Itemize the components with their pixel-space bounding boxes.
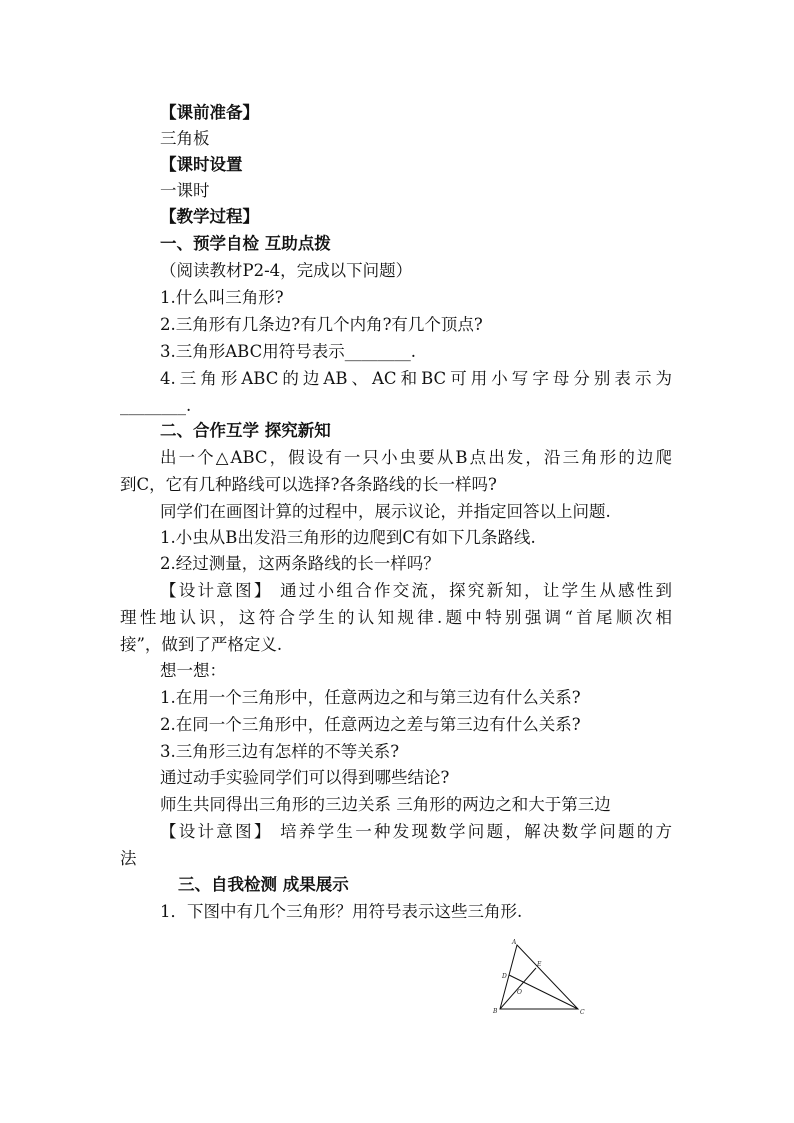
think-question-4: 通过动手实验同学们可以得到哪些结论? (160, 768, 450, 787)
triangle-inequality-conclusion: 师生共同得出三角形的三边关系 三角形的两边之和大于第三边 (160, 795, 611, 814)
design-intent-1-line-3: 接”，做到了严格定义. (120, 635, 283, 654)
period-heading: 【课时设置 (160, 155, 243, 174)
prep-content: 三角板 (160, 129, 210, 148)
vertex-label-b: B (493, 1008, 498, 1015)
design-intent-2-line-1: 【设计意图】 培养学生一种发现数学问题，解决数学问题的方 (160, 822, 672, 841)
question-1: 1.什么叫三角形? (160, 288, 284, 307)
vertex-label-e: E (537, 961, 542, 968)
design-intent-2-line-2: 法 (120, 849, 137, 868)
think-question-3: 3.三角形三边有怎样的不等关系? (160, 742, 400, 761)
triangle-lines (500, 945, 578, 1009)
section-1-title: 一、预学自检 互助点拨 (160, 234, 331, 253)
section-2-paragraph-1-line-1: 出一个△ABC，假设有一只小虫要从B点出发，沿三角形的边爬 (160, 448, 672, 467)
vertex-label-c: C (580, 1009, 585, 1016)
think-question-1: 1.在用一个三角形中，任意两边之和与第三边有什么关系? (160, 688, 581, 707)
question-4-line-2: ________. (120, 396, 192, 415)
vertex-label-a: A (512, 939, 517, 946)
question-4-line-1: 4.三角形ABC的边AB、AC和BC可用小写字母分别表示为 (160, 369, 672, 388)
section-2-paragraph-1-line-2: 到C，它有几种路线可以选择?各条路线的长一样吗? (120, 475, 497, 494)
period-content: 一课时 (160, 181, 210, 200)
think-heading: 想一想： (160, 661, 226, 680)
process-heading: 【教学过程】 (160, 207, 259, 226)
question-2: 2.三角形有几条边?有几个内角?有几个顶点? (160, 315, 483, 334)
design-intent-1-line-2: 理性地认识，这符合学生的认知规律.题中特别强调“首尾顺次相 (120, 608, 672, 627)
vertex-label-o: O (517, 989, 522, 996)
section-1-intro: （阅读教材P2-4，完成以下问题） (160, 261, 413, 280)
section-2-paragraph-3: 1.小虫从B出发沿三角形的边爬到C有如下几条路线. (160, 528, 536, 547)
prep-heading: 【课前准备】 (160, 103, 259, 122)
section-2-title: 二、合作互学 探究新知 (160, 421, 331, 440)
question-3: 3.三角形ABC用符号表示________. (160, 342, 416, 361)
design-intent-1-line-1: 【设计意图】 通过小组合作交流，探究新知，让学生从感性到 (160, 581, 672, 600)
think-question-2: 2.在同一个三角形中，任意两边之差与第三边有什么关系? (160, 715, 581, 734)
section-2-paragraph-2: 同学们在画图计算的过程中，展示议论，并指定回答以上问题. (160, 502, 611, 521)
triangle-abc-outline (500, 945, 578, 1009)
section-2-paragraph-4: 2.经过测量，这两条路线的长一样吗？ (160, 554, 440, 573)
section-3-question-1: 1．下图中有几个三角形？用符号表示这些三角形. (160, 902, 523, 921)
section-3-title: 三、自我检测 成果展示 (178, 875, 349, 894)
triangle-figure (490, 936, 590, 1018)
vertex-label-d: D (502, 973, 507, 980)
